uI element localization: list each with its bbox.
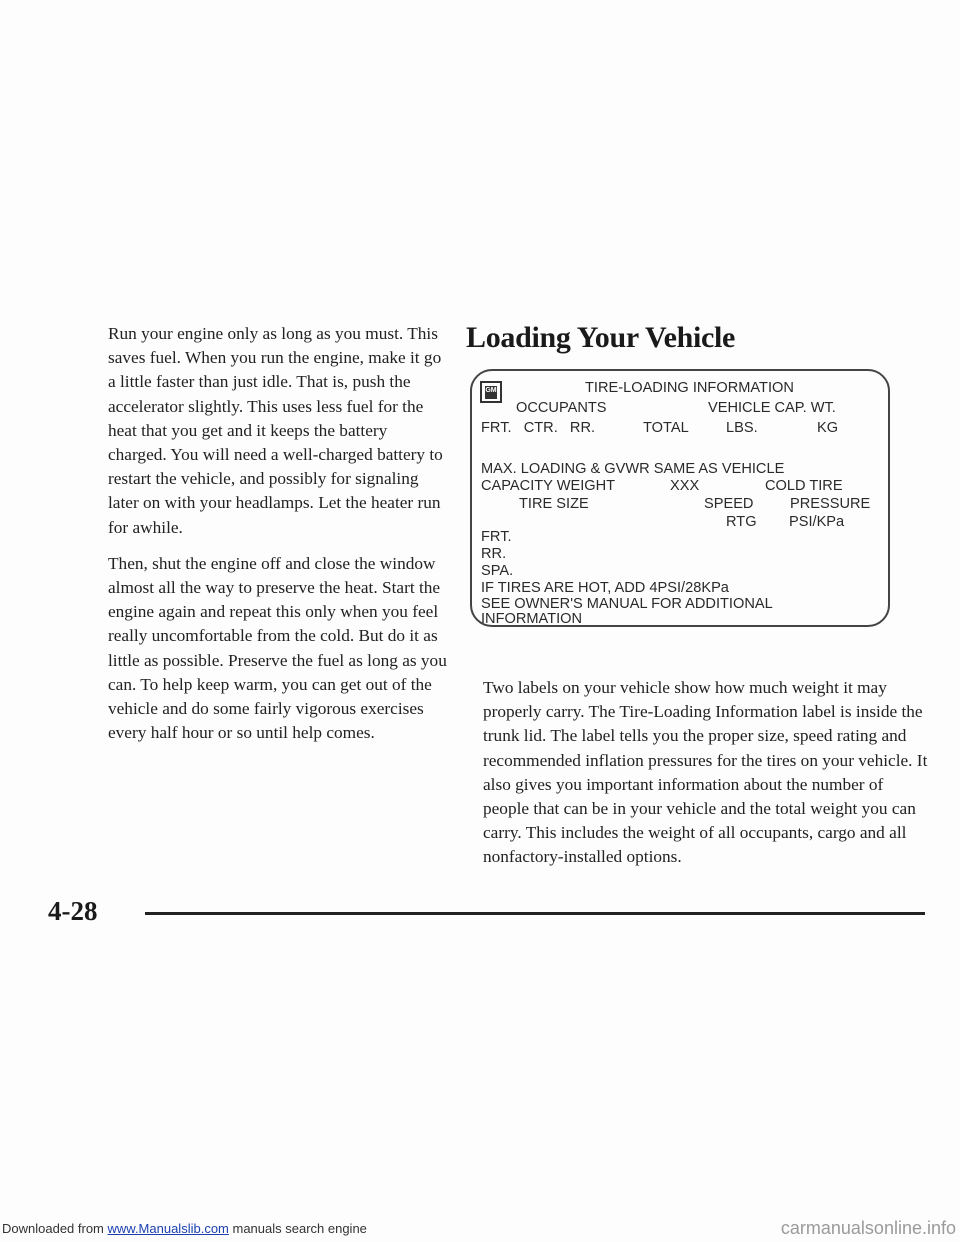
label-hot-note: IF TIRES ARE HOT, ADD 4PSI/28KPa	[481, 580, 729, 596]
label-psi-kpa: PSI/KPa	[789, 514, 845, 530]
page-number: 4-28	[48, 896, 98, 926]
paragraph-two-labels: Two labels on your vehicle show how much weight it may properly carry. The Tire-Loading Information label is inside the trunk lid. The label tells you the proper size, speed rating and recommended inflation pressures for the tires on your vehicle. It also gives you important information about the number of people that can be in your vehicle and the total weight you can carry. This includes the weight of all occupants, cargo and all nonfactory-installed options.	[483, 678, 928, 867]
watermark-text: carmanualsonline.info	[780, 1218, 956, 1238]
label-rtg: RTG	[726, 514, 757, 530]
label-occupants: OCCUPANTS	[516, 400, 607, 416]
download-banner	[0, 1216, 960, 1242]
paragraph-engine: Run your engine only as long as you must. This saves fuel. When you run the engine, make it go a little faster than just idle. That is, push the accelerator slightly. This uses less fuel for the heat that you get and it keeps the battery charged. You will need a well-charged battery to restart the vehicle, and possibly for signaling later on with your headlamps. Let the heater run for awhile.	[108, 324, 443, 537]
label-speed: SPEED	[704, 496, 754, 512]
banner-text: Downloaded from www.Manualslib.com manuals search engine	[2, 1221, 367, 1236]
tire-loading-label	[470, 369, 890, 627]
label-information: INFORMATION	[481, 611, 583, 627]
left-column	[108, 322, 448, 757]
label-tire-size: TIRE SIZE	[519, 496, 589, 512]
label-title: TIRE-LOADING INFORMATION	[585, 380, 794, 396]
section-heading: Loading Your Vehicle	[466, 321, 736, 354]
label-frt: FRT.	[481, 529, 512, 545]
label-xxx: XXX	[670, 478, 700, 494]
paragraph-shut-off: Then, shut the engine off and close the window almost all the way to preserve the heat. Start the engine again and repeat this only when you feel really uncomfortable from the cold. But do it as little as possible. Preserve the fuel as long as you can. To help keep warm, you can get out of the vehicle and do some fairly vigorous exercises every half hour or so until help comes.	[108, 553, 447, 743]
label-total: TOTAL	[643, 420, 689, 436]
footer-rule	[145, 912, 925, 915]
label-max-loading: MAX. LOADING & GVWR SAME AS VEHICLE	[481, 461, 785, 477]
label-see-manual: SEE OWNER'S MANUAL FOR ADDITIONAL	[481, 596, 773, 612]
label-lbs: LBS.	[726, 420, 758, 436]
label-spa: SPA.	[481, 563, 514, 579]
label-kg: KG	[817, 420, 839, 436]
label-vehicle-cap: VEHICLE CAP. WT.	[708, 400, 836, 416]
label-rr: RR.	[481, 546, 507, 562]
label-pressure: PRESSURE	[790, 496, 871, 512]
manualslib-link[interactable]: www.Manualslib.com	[107, 1221, 229, 1236]
label-capacity-weight: CAPACITY WEIGHT	[481, 478, 616, 494]
label-cold-tire: COLD TIRE	[765, 478, 843, 494]
gm-logo-icon: GM	[480, 381, 502, 403]
label-positions: FRT. CTR. RR.	[481, 420, 596, 436]
